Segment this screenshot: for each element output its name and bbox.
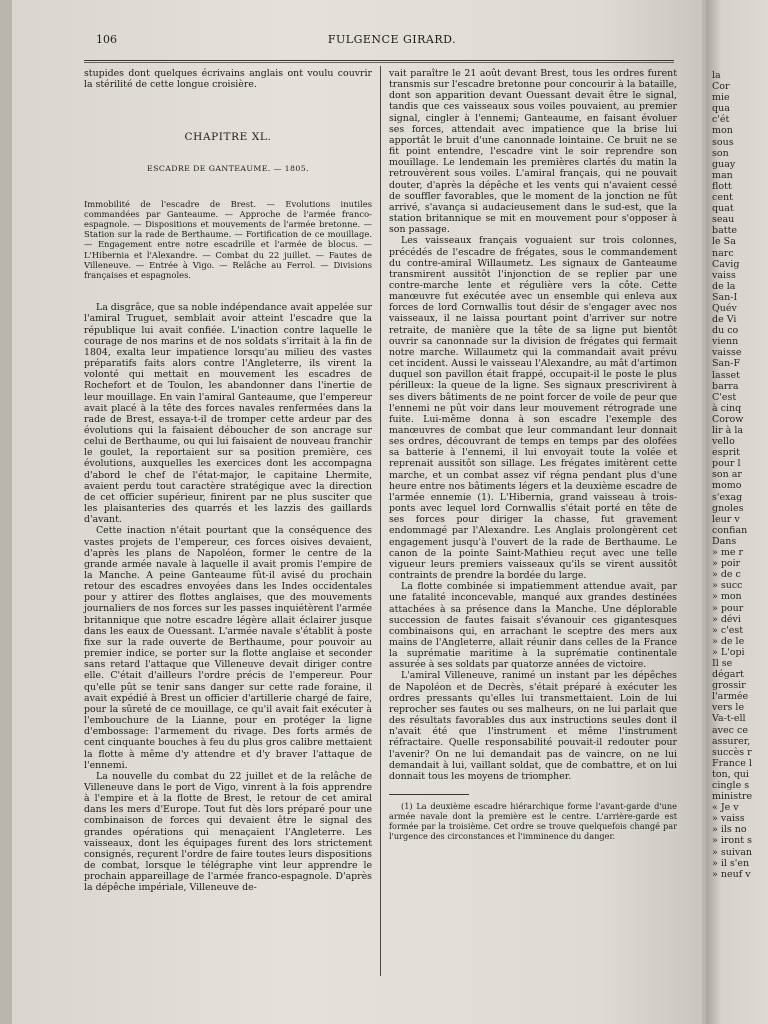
adjacent-page-fragment: vienn [712, 336, 739, 348]
paragraph: La disgrâce, que sa noble indépendance avait appelée sur l'amiral Truguet, semblait avoir atteint l'escadre que la république lui avait confiée. L'inaction contre laquelle le courage de nos marins et de nos soldats s'irritait à la fin de 1804, exalta leur impatience lorsqu'au milieu des vastes préparatifs faits alors contre l'Angleterre, ils virent la volonté qui mettait en mouvement les escadres de Rochefort et de Toulon, les abandonner dans l'inertie de leur mouillage. En vain l'amiral Ganteaume, que l'empereur avait placé à la tête des forces navales renfermées dans la rade de Brest, essaya-t-il de tromper cette ardeur par des évolutions qui la faisaient déboucher de son ancrage sur celui de Berthaume, ou qui lui faisaient de nouveau franchir le goulet, la reportaient sur sa position première, ces évolutions, auxquelles les exercices dont les accompagna d'abord le chef de l'état-major, le capitaine Lhermite, avaient perdu tout caractère stratégique avec la direction de cet officier supérieur, finirent par ne plus susciter que les plaisanteries des quarrés et les lazzis des gaillards d'avant. [84, 302, 372, 526]
adjacent-page-fragment: quat [712, 203, 734, 215]
adjacent-page-fragment: man [712, 169, 733, 181]
adjacent-page-fragment: lir à la [712, 425, 744, 436]
running-title: FULGENCE GIRARD. [327, 33, 457, 46]
adjacent-page-fragment: Cor [712, 81, 730, 93]
paragraph: La flotte combinée si impatiemment attendue avait, par une fatalité inconcevable, manqué aux grandes destinées attachées à sa présence dans la Manche. Une déplorable succession de fautes faisait s'évanouir ces gigantesques combinaisons qui, en arrachant le sceptre des mers aux mains de l'Angleterre, allait réunir dans celles de la France la suprématie maritime à la suprématie continentale assurée à ses soldats par quatorze années de victoire. [389, 581, 677, 671]
adjacent-page-fragment: leur v [712, 513, 740, 525]
left-column [84, 68, 372, 894]
adjacent-page-fragment: s'exag [712, 491, 743, 503]
chapter-subtitle: ESCADRE DE GANTEAUME. — 1805. [147, 164, 309, 174]
right-column [389, 68, 677, 841]
adjacent-page-fragment: » pour [712, 602, 744, 614]
adjacent-page-fragment: » vaiss [712, 813, 745, 825]
adjacent-page-text [712, 70, 768, 880]
adjacent-page-fragment: vaisse [712, 347, 742, 359]
adjacent-page-fragment: avec ce [712, 724, 748, 736]
adjacent-page-fragment: le Sa [712, 236, 736, 248]
adjacent-page-fragment: C'est [712, 391, 737, 403]
adjacent-page-fragment: » dévi [712, 613, 741, 625]
adjacent-page-fragment: ton, qui [712, 768, 749, 780]
adjacent-page-fragment: de Vi [712, 314, 737, 326]
adjacent-page-fragment: son [712, 147, 729, 159]
adjacent-page-fragment: momo [712, 480, 742, 492]
adjacent-page-fragment: grossir [712, 680, 746, 692]
header-rule-secondary [84, 62, 674, 63]
adjacent-page-fragment: l'armée [712, 691, 749, 703]
adjacent-page-fragment: batte [712, 225, 738, 237]
adjacent-page-fragment: confian [712, 524, 748, 536]
adjacent-page-fragment: Dans [712, 535, 737, 547]
adjacent-page-fragment: esprit [712, 447, 740, 459]
footnote-rule [389, 794, 469, 795]
paragraph: Les vaisseaux français voguaient sur trois colonnes, précédés de l'escadre de frégates, sous le commandement du contre-amiral Willaumetz. Les signaux de Ganteaume transmirent aussitôt l'injonction de se replier par une contre-marche lente et régulière vers la côte. Cette manœuvre fut exécutée avec un ensemble qui enleva aux forces de lord Cornwallis tout désir de s'engager avec nos vaisseaux, il ne laissa pourtant point d'arriver sur notre retraite, de manière que la tête de sa ligne put bientôt ouvrir sa canonnade sur la division de frégates qui fermait notre marche. Willaumetz qui la commandait avait prévu cet incident. Aussi le vaisseau l'Alexandre, au mât d'artimon duquel son pavillon était frappé, occupait-il le poste le plus périlleux: la queue de la ligne. Ses signaux prescrivirent à ses divers bâtiments de ne point forcer de voile de peur que l'ennemi ne pût voir dans leur mouvement rétrograde une fuite. Lui-même donna à son escadre l'exemple des manœuvres de combat que leur commandant leur donnait ses ordres, découvrant de temps en temps par des olofées sa batterie à l'ennemi, il lui envoyait toute la volée et reprenait aussitôt son sillage. Les frégates imitèrent cette marche, et un combat assez vif régna pendant plus d'une heure entre nos bâtiments légers et la deuxième escadre de l'armée ennemie (1). L'Hibernia, grand vaisseau à trois-ponts avec lequel lord Cornwallis s'était porté en tête de ses forces pour diriger la chasse, fut gravement endommagé par l'Alexandre. Les Anglais prolongèrent cet engagement jusqu'à l'ouvert de la rade de Berthaume. Le canon de la pointe Saint-Mathieu reçut avec une telle vigueur leurs premiers vaisseaux qu'ils se virent aussitôt contraints de prendre la bordée du large. [389, 235, 677, 582]
adjacent-page-fragment: » de le [712, 635, 745, 647]
adjacent-page-fragment: mon [712, 125, 733, 137]
adjacent-page-fragment: de la [712, 280, 736, 292]
adjacent-page-fragment: dégart [712, 669, 744, 681]
adjacent-page-fragment: » mon [712, 591, 742, 603]
column-separator [380, 66, 381, 976]
adjacent-page-fragment: » suivan [712, 846, 753, 858]
adjacent-page-fragment: San-F [712, 358, 741, 370]
header-rule [84, 60, 674, 61]
adjacent-page-fragment: » iront s [712, 835, 752, 847]
adjacent-page-fragment: cingle s [712, 780, 750, 791]
adjacent-page-fragment: vers le [712, 702, 745, 714]
adjacent-page-fragment: » me r [712, 547, 744, 559]
adjacent-page-fragment: du co [712, 325, 739, 337]
paragraph: L'amiral Villeneuve, ranimé un instant par les dépêches de Napoléon et de Decrès, s'était préparé à exécuter les ordres pressants qu'elles lui transmettaient. Loin de lui reprocher ses fautes ou ses malheurs, on ne lui parlait que des résultats favorables dus aux instructions seules dont il n'avait été que l'instrument et même l'instrument réfractaire. Quelle responsabilité pouvait-il redouter pour l'avenir? On ne lui demandait pas de vaincre, on ne lui demandait à lui, vaillant soldat, que de combattre, et on lui donnait tous les moyens de triompher. [389, 670, 677, 782]
chapter-summary: Immobilité de l'escadre de Brest. — Evolutions inutiles commandées par Ganteaume. — Approche de l'armée franco-espagnole. — Dispositions et mouvements de l'armée bretonne. — Station sur la rade de Berthaume. — Fortification de ce mouillage. — Engagement entre notre escadrille et l'armée de blocus. — L'Hibernia et l'Alexandre. — Combat du 22 juillet. — Fautes de Villeneuve. — Entrée à Vigo. — Relâche au Ferrol. — Divisions françaises et espagnoles. [84, 198, 372, 281]
adjacent-page-fragment: » il s'en [712, 857, 750, 869]
page-number: 106 [96, 33, 117, 46]
adjacent-page-fragment: son ar [712, 469, 742, 481]
adjacent-page-fragment: Va-t-ell [712, 713, 746, 725]
adjacent-page-fragment: flott [712, 180, 732, 192]
running-header [96, 33, 688, 49]
opening-text: stupides dont quelques écrivains anglais ont voulu couvrir la stérilité de cette longue croisière. [84, 68, 372, 91]
adjacent-page-fragment: sous [712, 136, 734, 148]
adjacent-page-fragment: vaiss [712, 269, 736, 281]
adjacent-page-edge [706, 0, 768, 1024]
paragraph: vait paraître le 21 août devant Brest, tous les ordres furent transmis sur l'escadre bretonne pour concourir à la bataille, dont son apparition devant Ouessant devait être le signal, tandis que ces vaisseaux sous voiles pouvaient, au premier signal, cingler à l'ennemi; Ganteaume, en faisant évoluer ses forces, attendait avec impatience que la brise lui apportât le bruit d'une canonnade lointaine. Ce bruit ne se fit point entendre, l'escadre vint le soir reprendre son mouillage. Le lendemain les premières clartés du matin la retrouvèrent sous voiles. L'amiral français, qui ne pouvait douter, d'après la dépêche et les vents qui n'avaient cessé de souffler favorables, que le moment de la jonction ne fût arrivé, s'avança si audacieusement dans le sud-est, que la station britannique se mit en mouvement pour s'opposer à son passage. [389, 68, 677, 236]
adjacent-page-fragment: seau [712, 214, 735, 226]
adjacent-page-fragment: Corow [712, 413, 744, 425]
adjacent-page-fragment: assurer, [712, 735, 751, 747]
adjacent-page-fragment: pour l [712, 458, 741, 470]
adjacent-page-fragment: à cinq [712, 402, 742, 414]
paragraph: Cette inaction n'était pourtant que la conséquence des vastes projets de l'empereur, ces forces oisives devaient, d'après les plans de Napoléon, former le centre de la grande armée navale à laquelle il avait promis l'empire de la Manche. A peine Ganteaume fût-il avisé du prochain retour des escadres envoyées dans les Indes occidentales pour y attirer des flottes anglaises, que des mouvements journaliers de nos forces sur les passes inquiétèrent l'armée britannique que notre escadre légère allait éclairer jusque dans les eaux de Ouessant. L'armée navale s'établit à poste fixe sur la rade ouverte de Berthaume, pour pouvoir au premier indice, se porter sur la flotte anglaise et seconder sans retard l'attaque que Villeneuve devait diriger contre elle. C'était d'ailleurs l'ordre précis de l'empereur. Pour qu'elle pût se tenir sans danger sur cette rade foraine, il avait expédié à Brest un officier d'artillerie chargé de faire, pour la sûreté de ce mouillage, ce qu'il avait fait exécuter à l'embouchure de la Lianne, pour en protéger la ligne d'embossage: l'armement du rivage. Des forts armés de cent cinquante bouches à feu du plus gros calibre mettaient la flotte à même d'y attendre et d'y braver l'attaque de l'ennemi. [84, 525, 372, 771]
adjacent-page-fragment: Il se [712, 657, 733, 669]
adjacent-page-fragment: cent [712, 192, 733, 204]
adjacent-page-fragment: ministre [712, 791, 753, 803]
adjacent-page-fragment: barra [712, 380, 739, 392]
adjacent-page-fragment: « Je v [712, 802, 739, 814]
adjacent-page-fragment: mie [712, 92, 730, 104]
adjacent-page-fragment: narc [712, 247, 734, 259]
footnote: (1) La deuxième escadre hiérarchique forme l'avant-garde d'une armée navale dont la première est le centre. L'arrière-garde est formée par la troisième. Cet ordre se trouve quelquefois changé par l'urgence des circonstances et l'imminence du danger. [389, 801, 677, 841]
adjacent-page-fragment: France l [712, 757, 752, 769]
adjacent-page-fragment: » succ [712, 580, 743, 592]
adjacent-page-fragment: Cavig [712, 258, 740, 270]
adjacent-page-fragment: San-I [712, 291, 738, 303]
adjacent-page-fragment: lasset [712, 369, 740, 381]
adjacent-page-fragment: » neuf v [712, 868, 751, 880]
adjacent-page-fragment: qua [712, 103, 730, 115]
adjacent-page-fragment: » c'est [712, 624, 744, 636]
adjacent-page-fragment: » de c [712, 569, 741, 581]
adjacent-page-fragment: succès r [712, 746, 752, 758]
adjacent-page-fragment: Quév [712, 302, 737, 314]
adjacent-page-fragment: la [712, 70, 721, 81]
adjacent-page-fragment: gnoles [712, 502, 744, 514]
adjacent-page-fragment: » poir [712, 558, 741, 570]
adjacent-page-fragment: » L'opi [712, 646, 745, 658]
adjacent-page-fragment: » ils no [712, 824, 747, 836]
chapter-title: CHAPITRE XL. [184, 131, 272, 144]
adjacent-page-fragment: guay [712, 158, 736, 170]
adjacent-page-fragment: c'ét [712, 114, 730, 126]
adjacent-page-fragment: vello [712, 436, 735, 448]
paragraph: La nouvelle du combat du 22 juillet et de la relâche de Villeneuve dans le port de Vigo, vinrent à la fois apprendre à l'empire et à la flotte de Brest, le retour de cet amiral dans les mers d'Europe. Tout fut dès lors préparé pour une combinaison de forces qui devaient être le signal des grandes opérations qui menaçaient l'Angleterre. Les vaisseaux, dont les équipages furent des lors strictement consignés, reçurent l'ordre de faire toutes leurs dispositions de combat, lorsque le télégraphe vint leur apprendre le prochain appareillage de l'armée franco-espagnole. D'après la dépêche impériale, Villeneuve de- [84, 770, 372, 894]
